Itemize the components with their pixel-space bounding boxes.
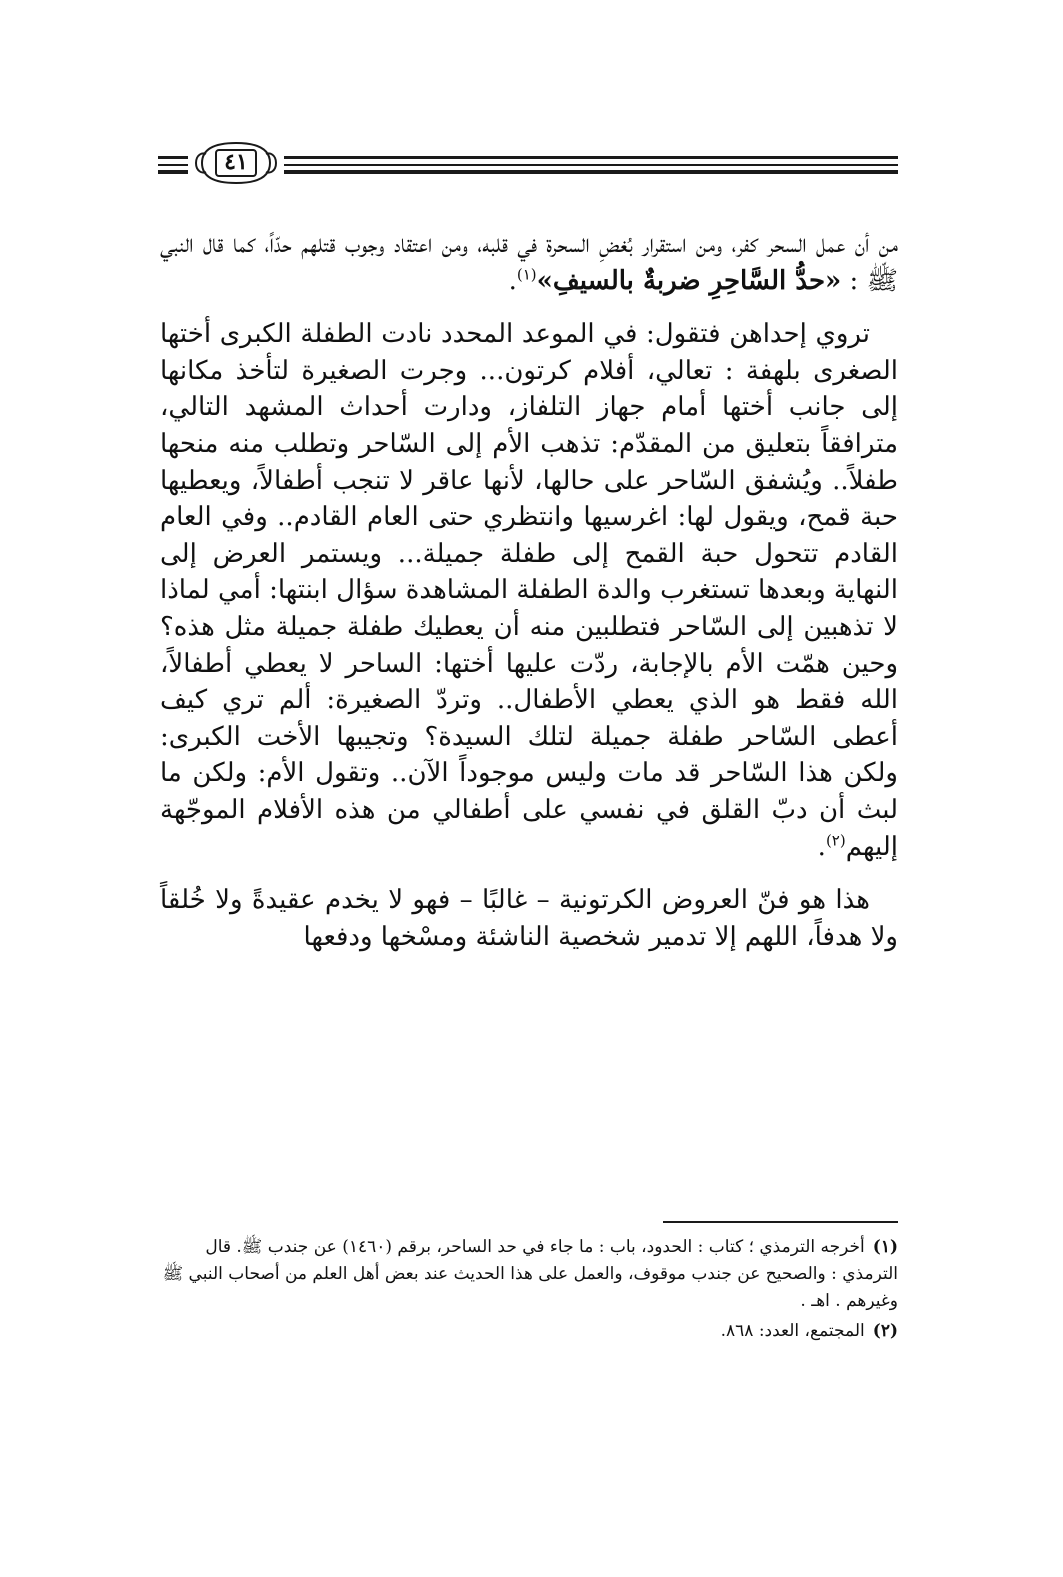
footnote-2 xyxy=(160,1318,898,1345)
paragraph-end: . xyxy=(508,265,517,296)
page-number-badge xyxy=(188,140,284,186)
footnote-number: (٢) xyxy=(872,1321,898,1341)
footnote-1 xyxy=(160,1234,898,1315)
paragraph-text: تروي إحداهن فتقول: في الموعد المحدد نادت الطفلة الكبرى أختها الصغرى بلهفة : تعالي، أفلام كرتون... وجرت الصغيرة لتأخذ مكانها إلى جانب أختها أمام جهاز التلفاز، ودارت أحداث المشهد التالي، مترافقاً بتعليق من المقدّم: تذهب الأم إلى السّاحر وتطلب منه منحها طفلاً.. ويُشفق السّاحر على حالها، لأنها عاقر لا تنجب أطفالاً، ويعطيها حبة قمح، ويقول لها: اغرسيها وانتظري حتى العام القادم.. وفي العام القادم تتحول حبة القمح إلى طفلة جميلة... ويستمر العرض إلى النهاية وبعدها تستغرب والدة الطفلة المشاهدة سؤال ابنتها: أمي لماذا لا تذهبين إلى السّاحر فتطلبين منه أن يعطيك طفلة جميلة مثل هذه؟ وحين همّت الأم بالإجابة، ردّت عليها أختها: الساحر لا يعطي أطفالاً، الله فقط هو الذي يعطي الأطفال.. وتردّ الصغيرة: ألم تري كيف أعطى السّاحر طفلة جميلة لتلك السيدة؟ وتجيبها الأخت الكبرى: ولكن هذا السّاحر قد مات وليس موجوداً الآن.. وتقول الأم: ولكن ما لبث أن دبّ القلق في نفسي على أطفالي من هذه الأفلام الموجّهة إليهم xyxy=(160,319,898,862)
hadith-quote: «حدُّ السَّاحِرِ ضربةٌ بالسيفِ» xyxy=(536,265,842,296)
page-header xyxy=(158,140,898,188)
paragraph-text: من أن عمل السحر كفر، ومن استقرار بُغضِ السحرة في قلبه، ومن اعتقاد وجوب قتلهم حدّاً، كما قال النبي ﷺ : xyxy=(160,229,898,296)
footnote-number: (١) xyxy=(872,1237,898,1257)
paragraph-text: هذا هو فنّ العروض الكرتونية – غالبًا – فهو لا يخدم عقيدةً ولا خُلقاً ولا هدفاً، اللهم إلا تدمير شخصية الناشئة ومسْخها ودفعها xyxy=(160,885,898,952)
footnote-divider xyxy=(663,1221,898,1223)
footnote-text: أخرجه الترمذي ؛ كتاب : الحدود، باب : ما جاء في حد الساحر، برقم (١٤٦٠) عن جندب ﷺ. قال الترمذي : والصحيح عن جندب موقوف، والعمل على هذا الحديث عند بعض أهل العلم من أصحاب النبي ﷺ وغيرهم . اهـ . xyxy=(162,1237,898,1311)
footnote-ref: (٢) xyxy=(825,830,846,849)
footnotes xyxy=(160,1234,898,1345)
paragraph-3 xyxy=(160,882,898,955)
paragraph-1 xyxy=(160,226,898,299)
footnote-text: المجتمع، العدد: ٨٦٨. xyxy=(720,1321,865,1341)
paragraph-end: . xyxy=(817,831,826,862)
paragraph-2 xyxy=(160,316,898,865)
footnote-ref: (١) xyxy=(516,264,537,283)
page-number: ٤١ xyxy=(224,149,248,175)
main-text xyxy=(160,226,898,955)
